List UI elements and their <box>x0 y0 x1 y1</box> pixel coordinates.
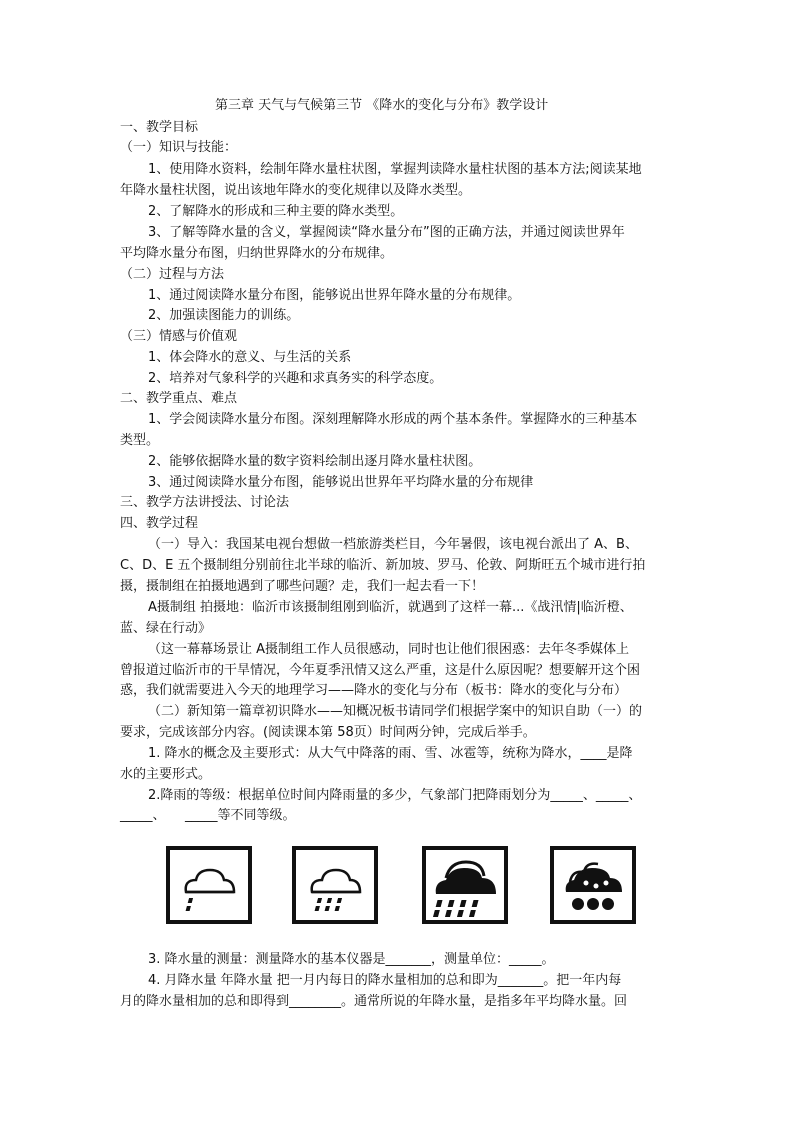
paragraph-line: 摄，摄制组在拍摄地遇到了哪些问题？走，我们一起去看一下！ <box>120 579 485 594</box>
paragraph-line: 类型。 <box>120 433 160 448</box>
section-heading: 一、教学目标 <box>120 120 199 135</box>
document-title: 第三章 天气与气候第三节 《降水的变化与分布》教学设计 <box>215 98 549 113</box>
paragraph-line: 月的降水量相加的总和即得到________。通常所说的年降水量，是指多年平均降水量。回 <box>120 994 628 1009</box>
paragraph-line: 3、了解等降水量的含义，掌握阅读“降水量分布”图的正确方法，并通过阅读世界年 <box>148 225 625 240</box>
paragraph-line: 2、了解降水的形成和三种主要的降水类型。 <box>148 204 404 219</box>
paragraph-line: 平均降水量分布图，归纳世界降水的分布规律。 <box>120 246 394 261</box>
subsection-heading: （一）知识与技能： <box>120 140 238 155</box>
paragraph-line: 2、能够依据降水量的数字资料绘制出逐月降水量柱状图。 <box>148 454 482 469</box>
paragraph-line: 1、使用降水资料，绘制年降水量柱状图，掌握判读降水量柱状图的基本方法;阅读某地 <box>148 162 642 177</box>
paragraph-line: （这一幕幕场景让 A摄制组工作人员很感动，同时也让他们很困惑：去年冬季媒体上 <box>148 642 630 657</box>
paragraph-line: 要求，完成该部分内容。(阅读课本第 58页）时间两分钟，完成后举手。 <box>120 725 536 740</box>
paragraph-line: 蓝、绿在行动》 <box>120 621 212 636</box>
paragraph-line: （二）新知第一篇章初识降水——知概况板书请同学们根据学案中的知识自助（一）的 <box>148 704 643 719</box>
hail-icon <box>550 846 636 924</box>
paragraph-line: 1、通过阅读降水量分布图，能够说出世界年降水量的分布规律。 <box>148 288 521 303</box>
paragraph-line: 惑，我们就需要进入今天的地理学习——降水的变化与分布（板书：降水的变化与分布） <box>120 683 628 698</box>
paragraph-line: 2、加强读图能力的训练。 <box>148 308 300 323</box>
paragraph-line: 2、培养对气象科学的兴趣和求真务实的科学态度。 <box>148 371 443 386</box>
heavy-rain-icon <box>422 846 508 924</box>
paragraph-line: 4. 月降水量 年降水量 把一月内每日的降水量相加的总和即为_______。把一年内每 <box>148 973 622 988</box>
paragraph-line: 1、体会降水的意义、与生活的关系 <box>148 350 352 365</box>
paragraph-line: 1、学会阅读降水量分布图。深刻理解降水形成的两个基本条件。掌握降水的三种基本 <box>148 412 638 427</box>
section-heading: 二、教学重点、难点 <box>120 391 238 406</box>
paragraph-line: _____、 _____等不同等级。 <box>120 808 296 823</box>
paragraph-line: C、D、E 五个摄制组分别前往北半球的临沂、新加坡、罗马、伦敦、阿斯旺五个城市进行拍 <box>120 558 646 573</box>
paragraph-line: 1. 降水的概念及主要形式：从大气中降落的雨、雪、冰雹等，统称为降水，____是降 <box>148 746 633 761</box>
subsection-heading: （二）过程与方法 <box>120 267 225 282</box>
paragraph-line: （一）导入：我国某电视台想做一档旅游类栏目，今年暑假，该电视台派出了 A、B、 <box>148 537 638 552</box>
paragraph-line: 水的主要形式。 <box>120 767 212 782</box>
paragraph-line: 2.降雨的等级：根据单位时间内降雨量的多少，气象部门把降雨划分为_____、_____、 <box>148 788 642 803</box>
section-heading: 四、教学过程 <box>120 516 199 531</box>
paragraph-line: 3、通过阅读降水量分布图，能够说出世界年平均降水量的分布规律 <box>148 475 534 490</box>
subsection-heading: （三）情感与价值观 <box>120 329 238 344</box>
light-rain-icon <box>166 846 252 924</box>
paragraph-line: 年降水量柱状图，说出该地年降水的变化规律以及降水类型。 <box>120 183 472 198</box>
section-heading: 三、教学方法讲授法、讨论法 <box>120 495 290 510</box>
paragraph-line: 曾报道过临沂市的干旱情况，今年夏季汛情又这么严重，这是什么原因呢？想要解开这个困 <box>120 663 641 678</box>
moderate-rain-icon <box>292 846 378 924</box>
paragraph-line: 3. 降水量的测量：测量降水的基本仪器是_______，测量单位：_____。 <box>148 952 555 967</box>
rain-level-icons <box>166 846 636 926</box>
paragraph-line: A摄制组 拍摄地：临沂市该摄制组刚到临沂，就遇到了这样一幕...《战汛情|临沂橙、 <box>148 600 633 615</box>
